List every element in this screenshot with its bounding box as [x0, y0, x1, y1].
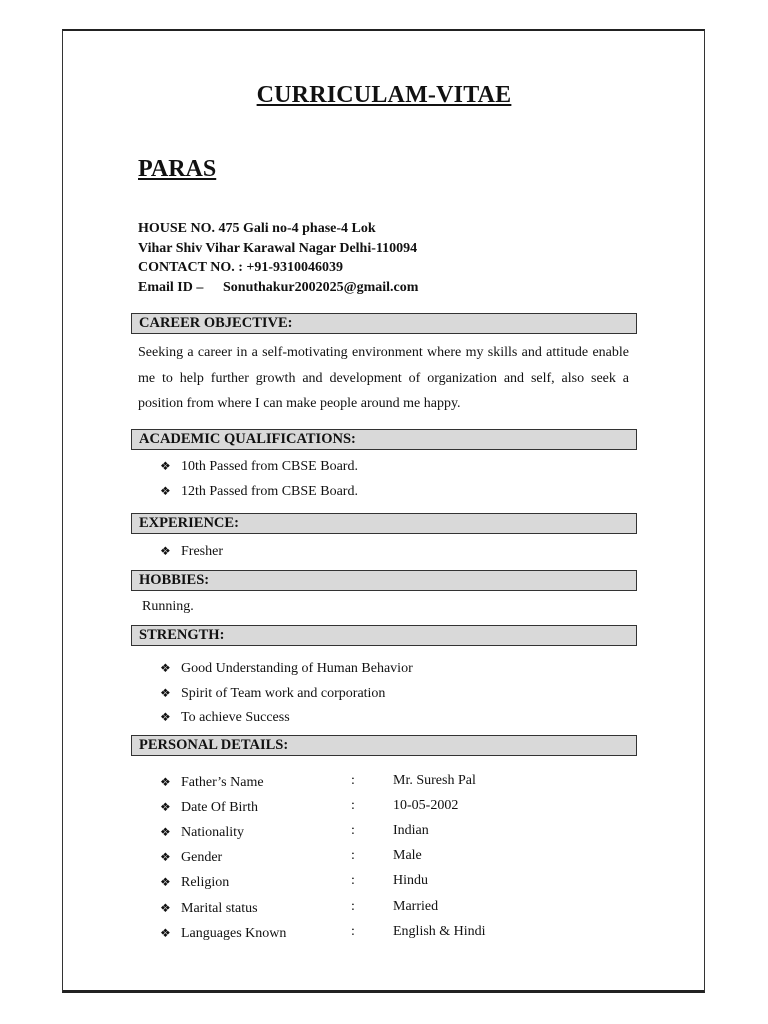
- detail-separator: :: [351, 899, 355, 914]
- bullet-diamond-icon: ❖: [160, 710, 171, 724]
- career-objective-text: Seeking a career in a self-motivating environment where my skills and attitude enable me to help further growth and development of organization and self, also seek a position from where I can make people around me happy.: [138, 345, 629, 411]
- list-item-text: Fresher: [181, 544, 223, 559]
- detail-row: [0, 899, 768, 919]
- detail-value: English & Hindi: [393, 924, 486, 939]
- section-heading-academic: ACADEMIC QUALIFICATIONS:: [131, 429, 637, 450]
- detail-row: [0, 873, 768, 893]
- detail-separator: :: [351, 873, 355, 888]
- detail-value: Male: [393, 848, 422, 863]
- list-item-text: Good Understanding of Human Behavior: [181, 661, 413, 676]
- detail-value: Married: [393, 899, 439, 914]
- detail-separator: :: [351, 773, 355, 788]
- address-line-2: Vihar Shiv Vihar Karawal Nagar Delhi-110094: [138, 241, 418, 256]
- list-item: [160, 457, 358, 476]
- bullet-diamond-icon: ❖: [160, 661, 171, 675]
- list-item: [160, 542, 223, 561]
- detail-separator: :: [351, 848, 355, 863]
- hobbies-text: Running.: [142, 599, 194, 614]
- detail-row: [0, 773, 768, 793]
- list-item: [160, 684, 385, 703]
- detail-label: Gender: [181, 850, 223, 865]
- list-item: [160, 708, 290, 727]
- email-value: Sonuthakur2002025@gmail.com: [223, 280, 419, 295]
- list-item: [160, 659, 413, 678]
- detail-row: [0, 823, 768, 843]
- candidate-name: PARAS: [138, 156, 217, 182]
- bullet-diamond-icon: ❖: [160, 926, 171, 940]
- detail-label: Marital status: [181, 901, 258, 916]
- detail-label: Religion: [181, 875, 230, 890]
- list-item-text: 12th Passed from CBSE Board.: [181, 484, 358, 499]
- detail-separator: :: [351, 798, 355, 813]
- list-item: [160, 482, 358, 501]
- section-heading-experience: EXPERIENCE:: [131, 513, 637, 534]
- detail-value: Mr. Suresh Pal: [393, 773, 476, 788]
- detail-label: Date Of Birth: [181, 800, 258, 815]
- detail-label: Languages Known: [181, 926, 287, 941]
- bullet-diamond-icon: ❖: [160, 775, 171, 789]
- bullet-diamond-icon: ❖: [160, 484, 171, 498]
- bullet-diamond-icon: ❖: [160, 825, 171, 839]
- bullet-diamond-icon: ❖: [160, 800, 171, 814]
- contact-number: CONTACT NO. : +91-9310046039: [138, 260, 344, 275]
- detail-separator: :: [351, 823, 355, 838]
- detail-row: [0, 848, 768, 868]
- bullet-diamond-icon: ❖: [160, 544, 171, 558]
- detail-label: Nationality: [181, 825, 244, 840]
- section-heading-hobbies: HOBBIES:: [131, 570, 637, 591]
- bullet-diamond-icon: ❖: [160, 901, 171, 915]
- list-item-text: 10th Passed from CBSE Board.: [181, 459, 358, 474]
- email-label: Email ID –: [138, 280, 204, 295]
- list-item-text: Spirit of Team work and corporation: [181, 686, 386, 701]
- document-title: CURRICULAM-VITAE: [256, 82, 512, 108]
- bullet-diamond-icon: ❖: [160, 850, 171, 864]
- list-item-text: To achieve Success: [181, 710, 290, 725]
- detail-value: Indian: [393, 823, 429, 838]
- address-line-1: HOUSE NO. 475 Gali no-4 phase-4 Lok: [138, 221, 376, 236]
- detail-value: Hindu: [393, 873, 428, 888]
- detail-row: [0, 924, 768, 944]
- section-heading-career-objective: CAREER OBJECTIVE:: [131, 313, 637, 334]
- section-heading-personal-details: PERSONAL DETAILS:: [131, 735, 637, 756]
- bullet-diamond-icon: ❖: [160, 459, 171, 473]
- detail-row: [0, 798, 768, 818]
- detail-value: 10-05-2002: [393, 798, 459, 813]
- detail-separator: :: [351, 924, 355, 939]
- bullet-diamond-icon: ❖: [160, 875, 171, 889]
- bullet-diamond-icon: ❖: [160, 686, 171, 700]
- detail-label: Father’s Name: [181, 775, 264, 790]
- section-heading-strength: STRENGTH:: [131, 625, 637, 646]
